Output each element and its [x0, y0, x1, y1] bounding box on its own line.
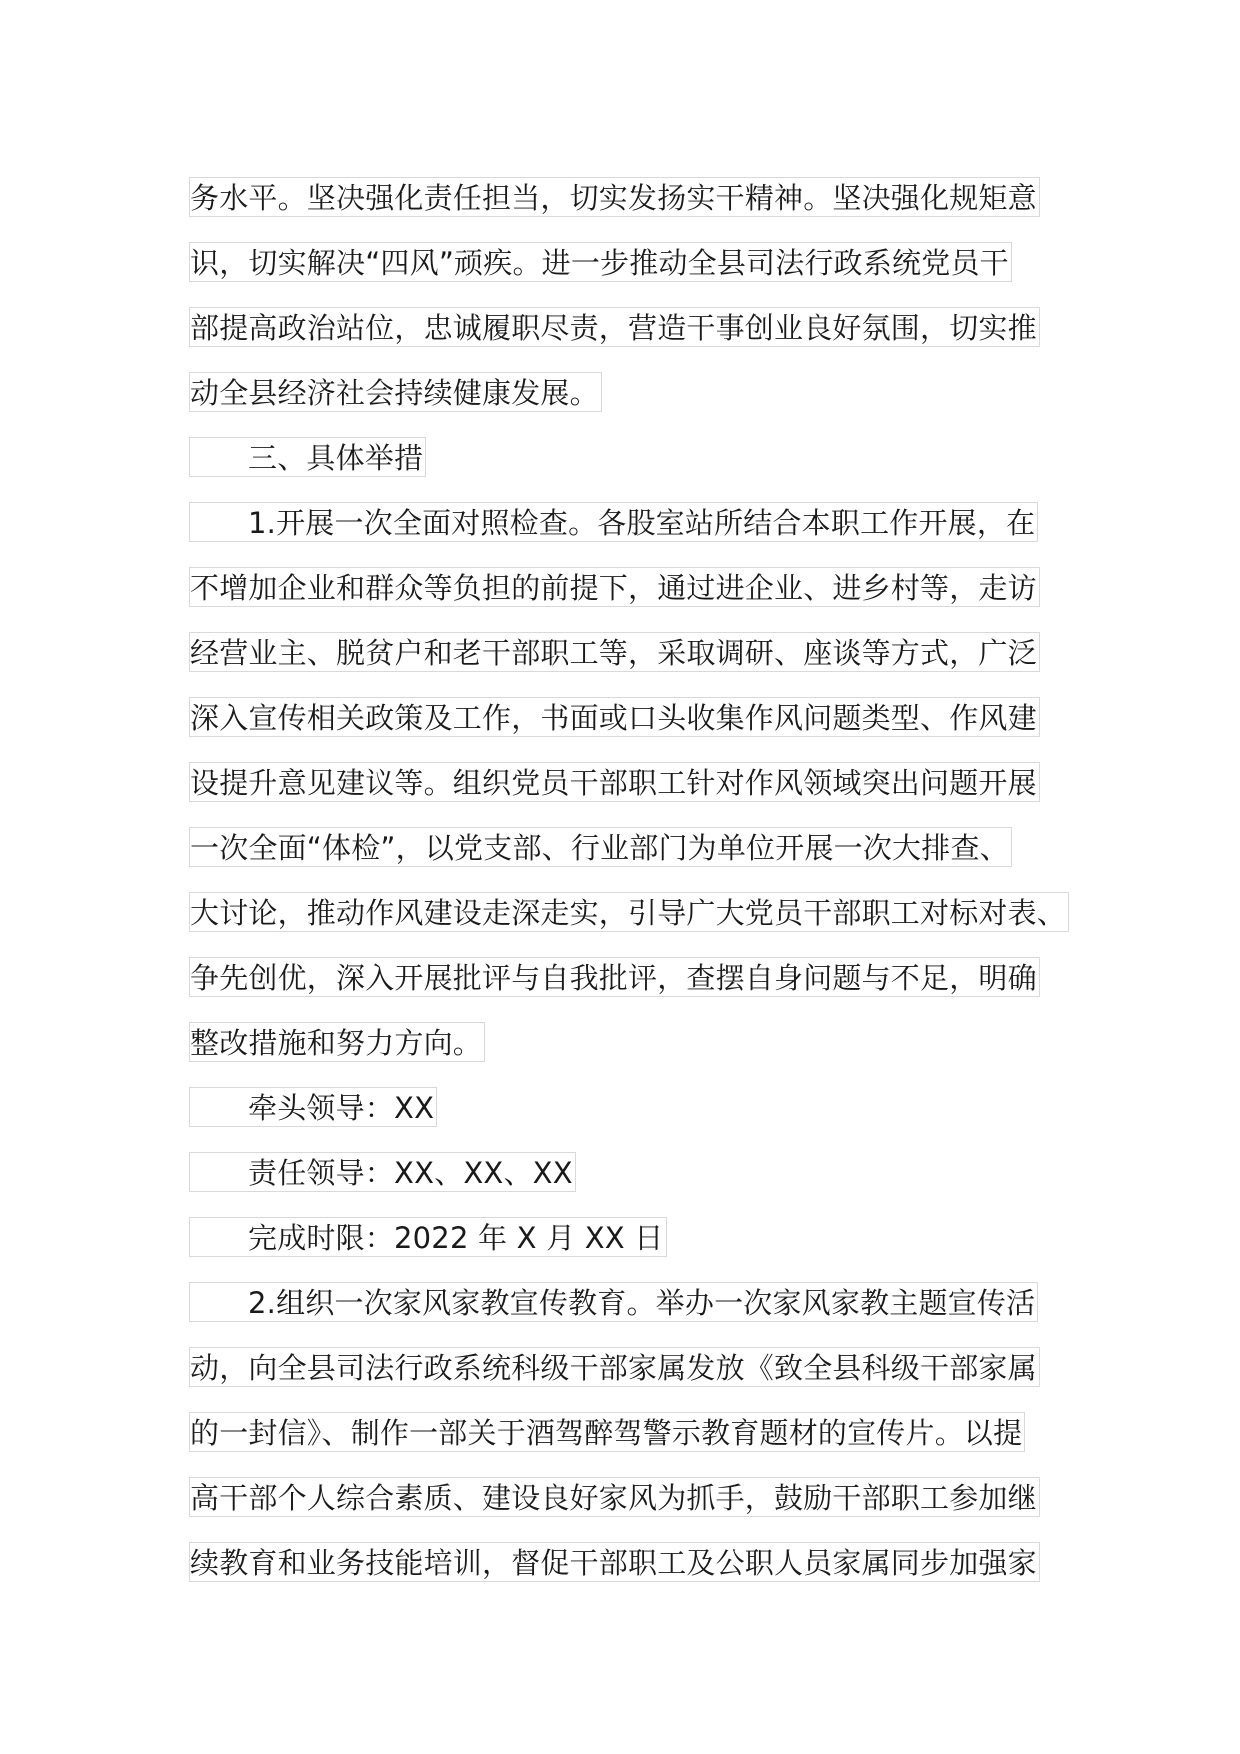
line-text: 责任领导：XX、XX、XX: [248, 1156, 573, 1190]
line-text: 1.开展一次全面对照检查。各股室站所结合本职工作开展，在: [248, 506, 1036, 540]
text-line: [189, 567, 1040, 607]
text-line: [189, 242, 1012, 282]
line-text: 深入宣传相关政策及工作，书面或口头收集作风问题类型、作风建: [190, 701, 1037, 735]
line-text: 续教育和业务技能培训，督促干部职工及公职人员家属同步加强家: [190, 1546, 1037, 1580]
line-text: 牵头领导：XX: [248, 1091, 435, 1125]
text-line: [189, 372, 602, 412]
text-line: [189, 1412, 1025, 1452]
text-line: [189, 1477, 1040, 1517]
paragraph-first-line: [189, 502, 1038, 542]
line-text: 动，向全县司法行政系统科级干部家属发放《致全县科级干部家属: [190, 1351, 1037, 1385]
responsible-leader-line: [189, 1152, 576, 1192]
line-text: 整改措施和努力方向。: [190, 1026, 483, 1060]
line-text: 识，切实解决“四风”顽疾。进一步推动全县司法行政系统党员干: [190, 246, 1009, 280]
text-line: [189, 177, 1040, 217]
line-text: 2.组织一次家风家教宣传教育。举办一次家风家教主题宣传活: [248, 1286, 1036, 1320]
text-line: [189, 892, 1069, 932]
text-line: [189, 827, 1012, 867]
line-text: 一次全面“体检”，以党支部、行业部门为单位开展一次大排查、: [190, 831, 1009, 865]
line-text: 争先创优，深入开展批评与自我批评，查摆自身问题与不足，明确: [190, 961, 1037, 995]
line-text: 高干部个人综合素质、建设良好家风为抓手，鼓励干部职工参加继: [190, 1481, 1037, 1515]
text-line: [189, 632, 1040, 672]
line-text: 部提高政治站位，忠诚履职尽责，营造干事创业良好氛围，切实推: [190, 311, 1037, 345]
deadline-line: [189, 1217, 667, 1257]
line-text: 不增加企业和群众等负担的前提下，通过进企业、进乡村等，走访: [190, 571, 1037, 605]
text-line: [189, 762, 1040, 802]
line-text: 动全县经济社会持续健康发展。: [190, 376, 599, 410]
line-text: 设提升意见建议等。组织党员干部职工针对作风领域突出问题开展: [190, 766, 1037, 800]
line-text: 完成时限：2022 年 X 月 XX 日: [248, 1221, 664, 1255]
line-text: 的一封信》、制作一部关于酒驾醉驾警示教育题材的宣传片。以提: [190, 1416, 1023, 1450]
text-line: [189, 1347, 1040, 1387]
text-line: [189, 1022, 485, 1062]
line-text: 经营业主、脱贫户和老干部职工等，采取调研、座谈等方式，广泛: [190, 636, 1037, 670]
line-text: 务水平。坚决强化责任担当，切实发扬实干精神。坚决强化规矩意: [190, 181, 1037, 215]
line-text: 大讨论，推动作风建设走深走实，引导广大党员干部职工对标对表、: [190, 896, 1067, 930]
paragraph-first-line: [189, 1282, 1038, 1322]
section-heading: [189, 437, 426, 477]
text-line: [189, 957, 1040, 997]
text-line: [189, 307, 1040, 347]
heading-text: 三、具体举措: [248, 441, 424, 475]
text-line: [189, 697, 1040, 737]
text-line: [189, 1542, 1040, 1582]
lead-leader-line: [189, 1087, 437, 1127]
